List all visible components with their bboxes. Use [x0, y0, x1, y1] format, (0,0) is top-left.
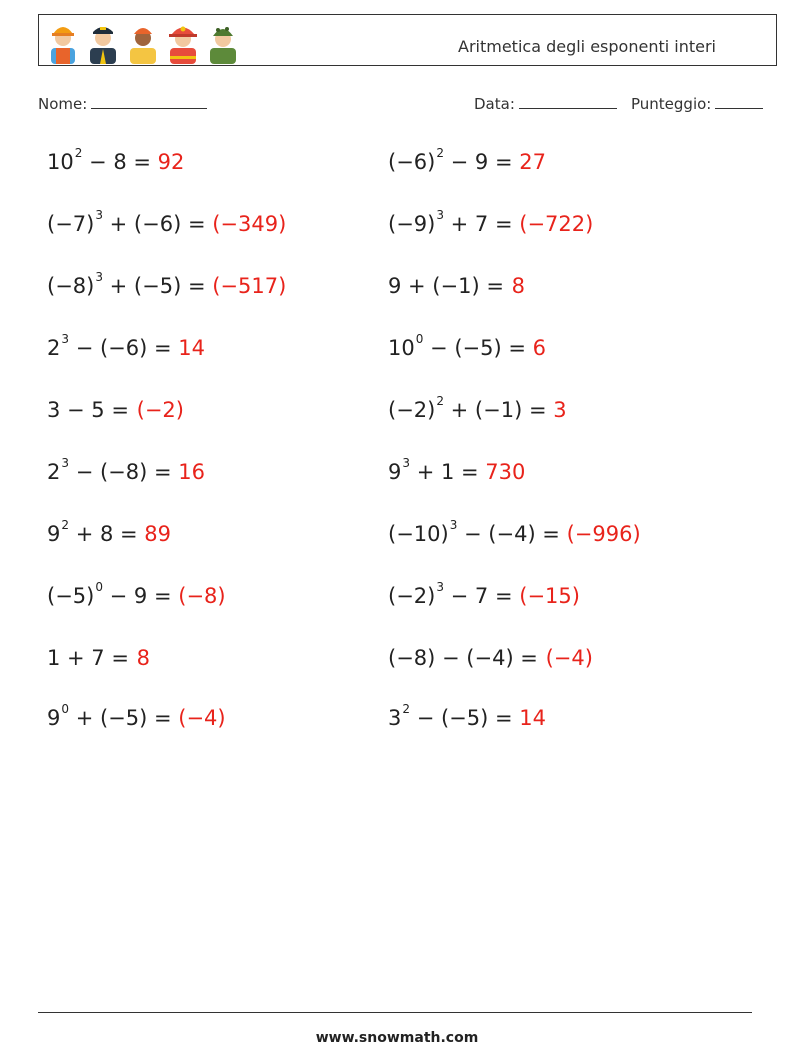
answer: (−15)	[519, 584, 580, 608]
answer: (−8)	[178, 584, 226, 608]
name-label: Nome:	[38, 95, 88, 113]
footer-url[interactable]: www.snowmath.com	[315, 1030, 479, 1046]
score-blank[interactable]	[715, 94, 763, 109]
worksheet-header	[38, 14, 777, 66]
avatar-row	[45, 18, 241, 64]
answer: (−2)	[136, 398, 184, 422]
answer: 14	[519, 706, 546, 730]
problem-item: $9^2 + 8 = 89$	[47, 518, 172, 546]
problem-item: $(-9)^3 + 7 = (-722)$	[388, 208, 594, 236]
problem-item: $(-8)^3 + (-5) = (-517)$	[47, 270, 287, 298]
score-field[interactable]	[631, 94, 763, 113]
problem-item: 1 + 7 = 8	[47, 646, 150, 670]
answer: (−349)	[212, 212, 287, 236]
answer: 89	[144, 522, 172, 546]
pilot-avatar	[85, 18, 121, 64]
answer: 27	[519, 150, 546, 174]
date-blank[interactable]	[519, 94, 617, 109]
answer: 16	[178, 460, 205, 484]
answer: 14	[178, 336, 205, 360]
answer: (−517)	[212, 274, 287, 298]
problem-item: $(-2)^2 + (-1) = 3$	[388, 394, 567, 422]
answer: (−996)	[566, 522, 641, 546]
answer: 3	[553, 398, 567, 422]
date-field[interactable]	[474, 94, 617, 113]
problem-item: 9 + (−1) = 8	[388, 274, 525, 298]
answer: 8	[511, 274, 525, 298]
soldier-avatar	[205, 18, 241, 64]
date-label: Data:	[474, 95, 515, 113]
worksheet-title: Aritmetica degli esponenti interi	[458, 37, 716, 56]
problem-item: $(-7)^3 + (-6) = (-349)$	[47, 208, 287, 236]
problem-item: $9^3 + 1 = 730$	[388, 456, 526, 484]
problem-item: $10^0 - (-5) = 6$	[388, 332, 546, 360]
problem-item: (−8) − (−4) = (−4)	[388, 646, 593, 670]
problem-item: $10^2 - 8 = 92$	[47, 146, 185, 174]
score-label: Punteggio:	[631, 95, 712, 113]
builder-avatar	[45, 18, 81, 64]
name-field[interactable]	[38, 94, 207, 113]
worker-avatar	[125, 18, 161, 64]
firefighter-avatar	[165, 18, 201, 64]
answer: 730	[485, 460, 526, 484]
problem-item: 3 − 5 = (−2)	[47, 398, 184, 422]
problem-item: $(-5)^0 - 9 = (-8)$	[47, 580, 226, 608]
problem-item: $3^2 - (-5) = 14$	[388, 702, 546, 730]
problem-item: $(-2)^3 - 7 = (-15)$	[388, 580, 580, 608]
answer: (−722)	[519, 212, 594, 236]
problem-item: $(-10)^3 - (-4) = (-996)$	[388, 518, 641, 546]
answer: 6	[532, 336, 546, 360]
problem-item: $9^0 + (-5) = (-4)$	[47, 702, 226, 730]
name-blank[interactable]	[91, 94, 207, 109]
footer-divider	[38, 1012, 752, 1013]
problem-item: $2^3 - (-8) = 16$	[47, 456, 205, 484]
answer: (−4)	[545, 646, 593, 670]
problem-item: $(-6)^2 - 9 = 27$	[388, 146, 546, 174]
problem-item: $2^3 - (-6) = 14$	[47, 332, 205, 360]
answer: 8	[136, 646, 150, 670]
answer: (−4)	[178, 706, 226, 730]
answer: 92	[157, 150, 185, 174]
